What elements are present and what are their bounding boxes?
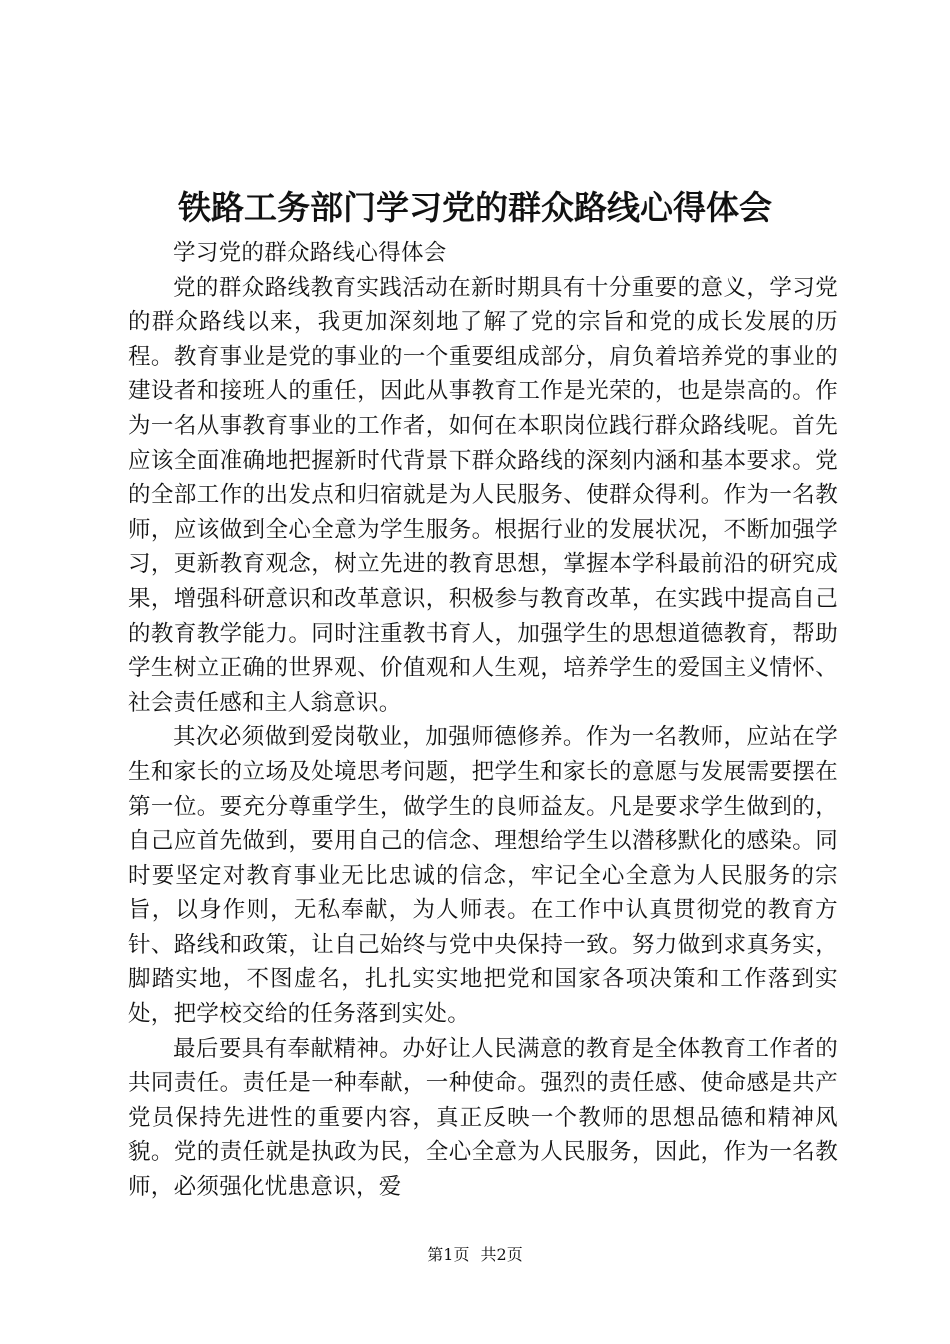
- paragraph: 党的群众路线教育实践活动在新时期具有十分重要的意义，学习党的群众路线以来，我更加深刻地了解了党的宗旨和党的成长发展的历程。教育事业是党的事业的一个重要组成部分，肩负着培养党的事业的建设者和接班人的重任，因此从事教育工作是光荣的，也是崇高的。作为一名从事教育事业的工作者，如何在本职岗位践行群众路线呢。首先应该全面准确地把握新时代背景下群众路线的深刻内涵和基本要求。党的全部工作的出发点和归宿就是为人民服务、使群众得利。作为一名教师，应该做到全心全意为学生服务。根据行业的发展状况，不断加强学习，更新教育观念，树立先进的教育思想，掌握本学科最前沿的研究成果，增强科研意识和改革意识，积极参与教育改革，在实践中提高自己的教育教学能力。同时注重教书育人，加强学生的思想道德教育，帮助学生树立正确的世界观、价值观和人生观，培养学生的爱国主义情怀、社会责任感和主人翁意识。: [128, 274, 838, 716]
- document-title: 铁路工务部门学习党的群众路线心得体会: [178, 188, 772, 227]
- page-total: 共2页: [480, 1245, 523, 1264]
- page-footer: [0, 1245, 950, 1265]
- subtitle: 学习党的群众路线心得体会: [173, 240, 447, 266]
- paragraph: 最后要具有奉献精神。办好让人民满意的教育是全体教育工作者的共同责任。责任是一种奉献，一种使命。强烈的责任感、使命感是共产党员保持先进性的重要内容，真正反映一个教师的思想品德和精神风貌。党的责任就是执政为民，全心全意为人民服务，因此，作为一名教师，必须强化忧患意识，爱: [128, 1035, 838, 1201]
- page-number: 第1页: [427, 1245, 470, 1264]
- paragraph: 其次必须做到爱岗敬业，加强师德修养。作为一名教师，应站在学生和家长的立场及处境思考问题，把学生和家长的意愿与发展需要摆在第一位。要充分尊重学生，做学生的良师益友。凡是要求学生做到的，自己应首先做到，要用自己的信念、理想给学生以潜移默化的感染。同时要坚定对教育事业无比忠诚的信念，牢记全心全意为人民服务的宗旨，以身作则，无私奉献，为人师表。在工作中认真贯彻党的教育方针、路线和政策，让自己始终与党中央保持一致。努力做到求真务实，脚踏实地，不图虚名，扎扎实实地把党和国家各项决策和工作落到实处，把学校交给的任务落到实处。: [128, 724, 838, 1028]
- document-body: [128, 236, 838, 1205]
